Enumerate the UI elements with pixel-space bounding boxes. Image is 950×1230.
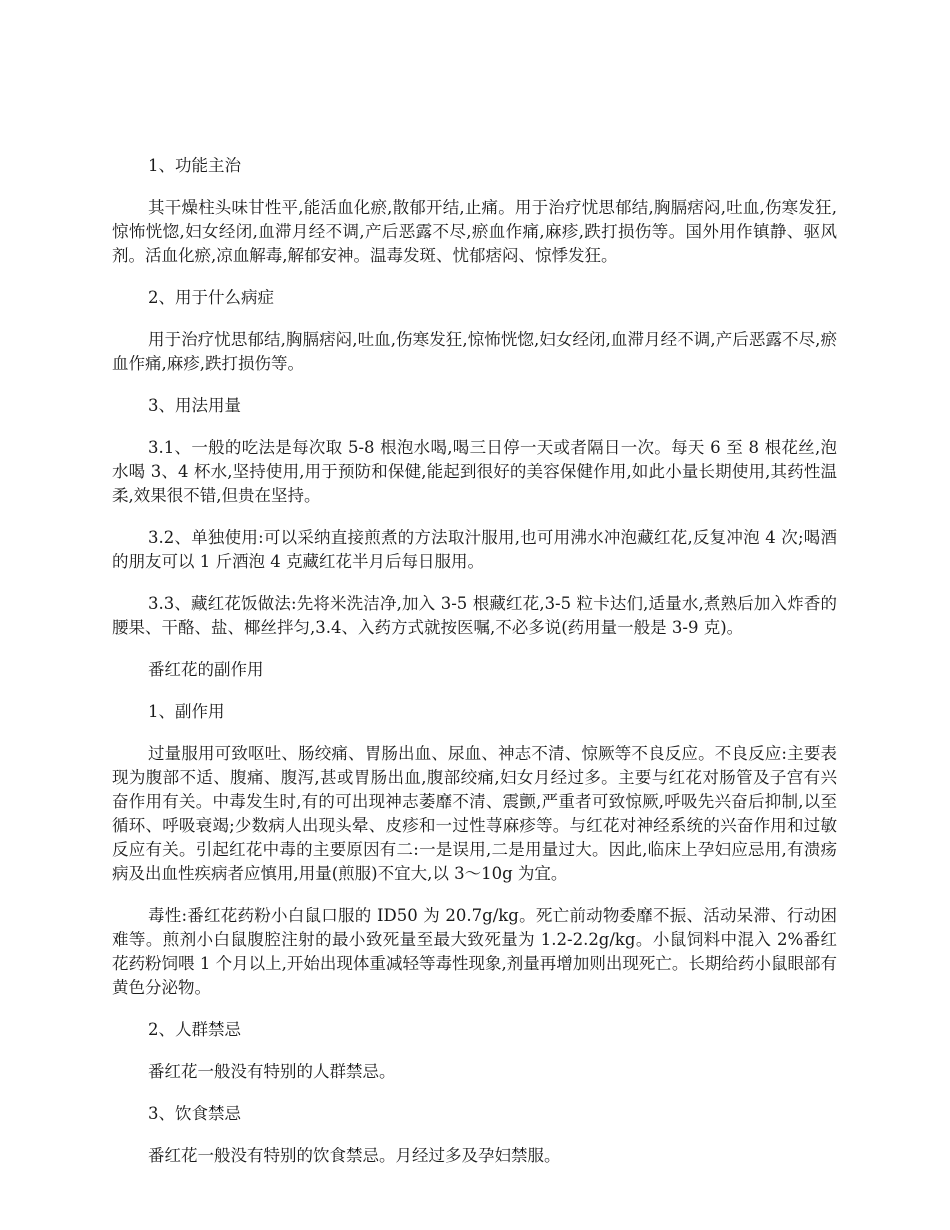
section-heading-side-effects-title: 番红花的副作用: [148, 660, 264, 679]
paragraph-dosage-3-1: 3.1、一般的吃法是每次取 5-8 根泡水喝,喝三日停一天或者隔日一次。每天 6 至 8 根花丝,泡水喝 3、4 杯水,坚持使用,用于预防和保健,能起到很好的美容保健作用,如此小量长期使用,其药性温柔,效果很不错,但贵在坚持。: [112, 438, 837, 505]
paragraph-indications: 用于治疗忧思郁结,胸膈痞闷,吐血,伤寒发狂,惊怖恍惚,妇女经闭,血滞月经不调,产后恶露不尽,瘀血作痛,麻疹,跌打损伤等。: [112, 330, 837, 373]
paragraph-function: 其干燥柱头味甘性平,能活血化瘀,散郁开结,止痛。用于治疗忧思郁结,胸膈痞闷,吐血,伤寒发狂,惊怖恍惚,妇女经闭,血滞月经不调,产后恶露不尽,瘀血作痛,麻疹,跌打损伤等。国外用作镇静、驱风剂。活血化瘀,凉血解毒,解郁安神。温毒发斑、忧郁痞闷、惊悸发狂。: [112, 198, 837, 265]
document-page: [112, 154, 837, 1168]
section-heading-population-contraindications: 2、人群禁忌: [148, 1020, 241, 1039]
section-heading-side-effects: 1、副作用: [148, 702, 225, 721]
section-heading-diet-contraindications: 3、饮食禁忌: [148, 1104, 241, 1123]
section-heading-dosage: 3、用法用量: [148, 396, 241, 415]
paragraph-dosage-3-2: 3.2、单独使用:可以采纳直接煎煮的方法取汁服用,也可用沸水冲泡藏红花,反复冲泡 4 次;喝酒的朋友可以 1 斤酒泡 4 克藏红花半月后每日服用。: [112, 528, 837, 571]
section-heading-indications: 2、用于什么病症: [148, 288, 274, 307]
paragraph-side-effects: 过量服用可致呕吐、肠绞痛、胃肠出血、尿血、神志不清、惊厥等不良反应。不良反应:主要表现为腹部不适、腹痛、腹泻,甚或胃肠出血,腹部绞痛,妇女月经过多。主要与红花对肠管及子宫有兴奋作用有关。中毒发生时,有的可出现神志萎靡不清、震颤,严重者可致惊厥,呼吸先兴奋后抑制,以至循环、呼吸衰竭;少数病人出现头晕、皮疹和一过性荨麻疹等。与红花对神经系统的兴奋作用和过敏反应有关。引起红花中毒的主要原因有二:一是误用,二是用量过大。因此,临床上孕妇应忌用,有溃疡病及出血性疾病者应慎用,用量(煎服)不宜大,以 3～10g 为宜。: [112, 744, 837, 883]
paragraph-diet-contraindications: 番红花一般没有特别的饮食禁忌。月经过多及孕妇禁服。: [148, 1146, 561, 1165]
paragraph-toxicity: 毒性:番红花药粉小白鼠口服的 ID50 为 20.7g/kg。死亡前动物委靡不振、活动呆滞、行动困难等。煎剂小白鼠腹腔注射的最小致死量至最大致死量为 1.2-2.2g/kg。小鼠饲料中混入 2%番红花药粉饲喂 1 个月以上,开始出现体重减轻等毒性现象,剂量再增加则出现死亡。长期给药小鼠眼部有黄色分泌物。: [112, 906, 837, 997]
paragraph-population-contraindications: 番红花一般没有特别的人群禁忌。: [148, 1062, 396, 1081]
section-heading-function: 1、功能主治: [148, 156, 241, 175]
paragraph-dosage-3-3: 3.3、藏红花饭做法:先将米洗洁净,加入 3-5 根藏红花,3-5 粒卡达们,适量水,煮熟后加入炸香的腰果、干酪、盐、椰丝拌匀,3.4、入药方式就按医嘱,不必多说(药用量一般是 3-9 克)。: [112, 594, 837, 637]
